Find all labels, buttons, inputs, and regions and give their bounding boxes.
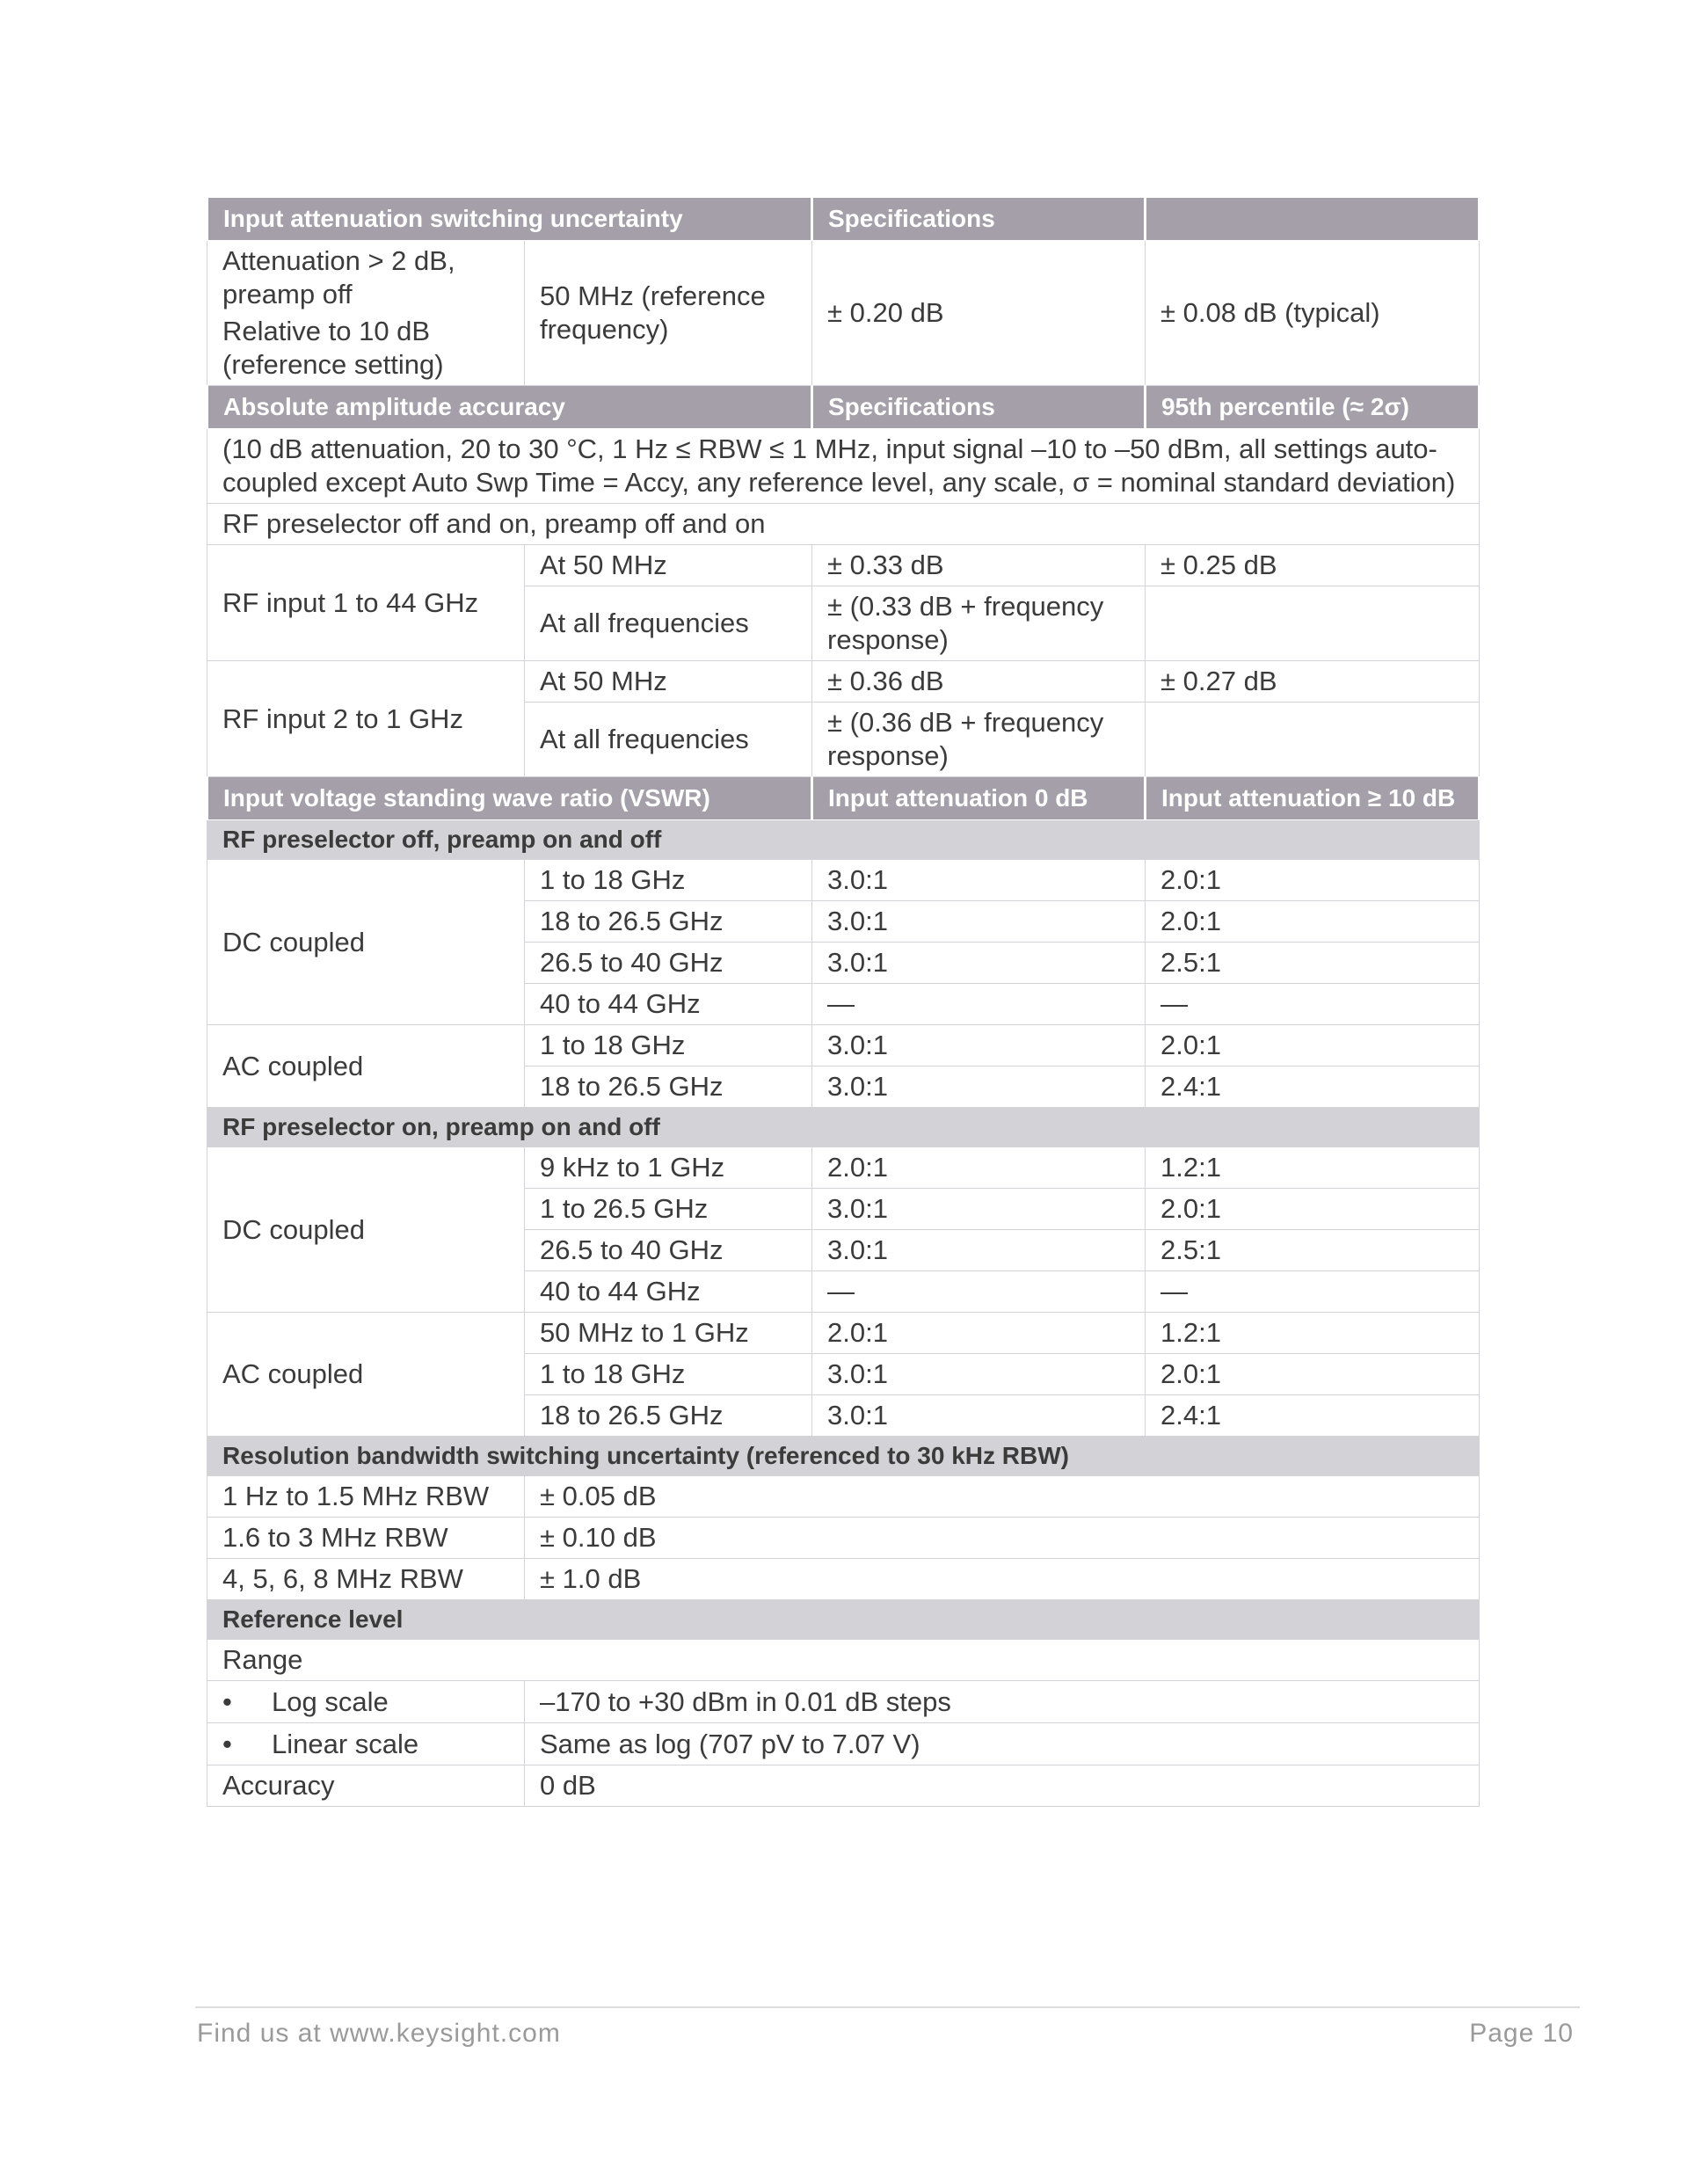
vswr-0db-cell: 3.0:1: [812, 1395, 1146, 1437]
header-title: Absolute amplitude accuracy: [207, 386, 812, 429]
section-header-reference-level: [207, 1600, 1480, 1640]
vswr-10db-cell: 1.2:1: [1146, 1313, 1480, 1354]
spec-table: [206, 197, 1481, 1807]
bullet-icon: •: [222, 1685, 232, 1717]
frequency-cell: 26.5 to 40 GHz: [525, 1230, 812, 1271]
subsection-header: [207, 820, 1480, 860]
table-row: [207, 1723, 1480, 1765]
footer-divider: [195, 2006, 1580, 2008]
vswr-0db-cell: 2.0:1: [812, 1147, 1146, 1189]
rbw-label: 4, 5, 6, 8 MHz RBW: [207, 1559, 525, 1600]
percentile-cell: ± 0.27 dB: [1146, 661, 1480, 703]
table-row: [207, 1518, 1480, 1559]
section-header-vswr: [207, 777, 1480, 820]
frequency-cell: At 50 MHz: [525, 661, 812, 703]
vswr-0db-cell: 3.0:1: [812, 1067, 1146, 1108]
percentile-cell: ± 0.25 dB: [1146, 545, 1480, 586]
vswr-0db-cell: 3.0:1: [812, 1189, 1146, 1230]
table-row: [207, 241, 1480, 386]
spec-cell: ± (0.33 dB + frequency response): [812, 586, 1146, 661]
frequency-cell: At all frequencies: [525, 586, 812, 661]
table-row: [207, 1147, 1480, 1189]
vswr-10db-cell: 2.4:1: [1146, 1067, 1480, 1108]
log-scale-cell: [207, 1681, 525, 1723]
vswr-10db-cell: 2.4:1: [1146, 1395, 1480, 1437]
vswr-10db-cell: 2.5:1: [1146, 943, 1480, 984]
vswr-10db-cell: —: [1146, 984, 1480, 1025]
vswr-10db-cell: 2.0:1: [1146, 901, 1480, 943]
table-row: [207, 504, 1480, 545]
vswr-10db-cell: 2.0:1: [1146, 1025, 1480, 1067]
vswr-0db-cell: —: [812, 1271, 1146, 1313]
table-row: [207, 860, 1480, 901]
rbw-value: ± 0.10 dB: [525, 1518, 1480, 1559]
frequency-cell: 40 to 44 GHz: [525, 984, 812, 1025]
header-col-atten-10: Input attenuation ≥ 10 dB: [1146, 777, 1480, 820]
rbw-value: ± 0.05 dB: [525, 1476, 1480, 1518]
subsection-title: RF preselector on, preamp on and off: [207, 1108, 1480, 1147]
table-row: [207, 429, 1480, 504]
vswr-10db-cell: 2.0:1: [1146, 1354, 1480, 1395]
condition-line-2: Relative to 10 dB (reference setting): [222, 316, 444, 380]
vswr-0db-cell: 2.0:1: [812, 1313, 1146, 1354]
vswr-10db-cell: 1.2:1: [1146, 1147, 1480, 1189]
rbw-value: ± 1.0 dB: [525, 1559, 1480, 1600]
frequency-cell: 18 to 26.5 GHz: [525, 1395, 812, 1437]
accuracy-label: Accuracy: [207, 1765, 525, 1807]
subsection-title: Resolution bandwidth switching uncertainty (referenced to 30 kHz RBW): [207, 1437, 1480, 1476]
subsection-title: Reference level: [207, 1600, 1480, 1640]
table-row: [207, 1681, 1480, 1723]
group-label: RF input 1 to 44 GHz: [207, 545, 525, 661]
group-label: DC coupled: [207, 860, 525, 1025]
section-header-input-attenuation: [207, 198, 1480, 241]
frequency-cell: 1 to 18 GHz: [525, 860, 812, 901]
header-col-empty: [1146, 198, 1480, 241]
linear-scale-label: Linear scale: [272, 1728, 419, 1759]
table-row: [207, 545, 1480, 586]
linear-scale-value: Same as log (707 pV to 7.07 V): [525, 1723, 1480, 1765]
vswr-10db-cell: 2.5:1: [1146, 1230, 1480, 1271]
frequency-cell: 26.5 to 40 GHz: [525, 943, 812, 984]
vswr-0db-cell: 3.0:1: [812, 860, 1146, 901]
vswr-0db-cell: 3.0:1: [812, 1354, 1146, 1395]
spec-cell: ± 0.20 dB: [812, 241, 1146, 386]
table-row: [207, 1640, 1480, 1681]
table-row: [207, 1559, 1480, 1600]
header-title: Input voltage standing wave ratio (VSWR): [207, 777, 812, 820]
frequency-cell: 1 to 18 GHz: [525, 1025, 812, 1067]
percentile-cell: [1146, 586, 1480, 661]
spec-cell: ± 0.36 dB: [812, 661, 1146, 703]
header-col-percentile: 95th percentile (≈ 2σ): [1146, 386, 1480, 429]
linear-scale-cell: [207, 1723, 525, 1765]
table-row: [207, 1476, 1480, 1518]
log-scale-value: –170 to +30 dBm in 0.01 dB steps: [525, 1681, 1480, 1723]
subsection-header: [207, 1108, 1480, 1147]
frequency-cell: At all frequencies: [525, 703, 812, 777]
frequency-cell: 40 to 44 GHz: [525, 1271, 812, 1313]
vswr-0db-cell: 3.0:1: [812, 1230, 1146, 1271]
section-header-absolute-accuracy: [207, 386, 1480, 429]
rbw-label: 1.6 to 3 MHz RBW: [207, 1518, 525, 1559]
spec-cell: ± (0.36 dB + frequency response): [812, 703, 1146, 777]
group-label: AC coupled: [207, 1025, 525, 1108]
accuracy-note: (10 dB attenuation, 20 to 30 °C, 1 Hz ≤ RBW ≤ 1 MHz, input signal –10 to –50 dBm, all settings auto-coupled except Auto Swp Time = Accy, any reference level, any scale, σ = nominal standard deviation): [207, 429, 1480, 504]
vswr-0db-cell: 3.0:1: [812, 901, 1146, 943]
footer-website-link[interactable]: Find us at www.keysight.com: [197, 2019, 561, 2048]
section-header-rbw: [207, 1437, 1480, 1476]
frequency-cell: 9 kHz to 1 GHz: [525, 1147, 812, 1189]
footer-page-number: Page 10: [1469, 2019, 1574, 2048]
vswr-0db-cell: —: [812, 984, 1146, 1025]
vswr-10db-cell: 2.0:1: [1146, 860, 1480, 901]
table-row: [207, 1765, 1480, 1807]
accuracy-value: 0 dB: [525, 1765, 1480, 1807]
frequency-cell: 50 MHz to 1 GHz: [525, 1313, 812, 1354]
spec-cell: ± 0.33 dB: [812, 545, 1146, 586]
header-col-spec: Specifications: [812, 198, 1146, 241]
rbw-label: 1 Hz to 1.5 MHz RBW: [207, 1476, 525, 1518]
table-row: [207, 1025, 1480, 1067]
vswr-10db-cell: 2.0:1: [1146, 1189, 1480, 1230]
condition-cell: [207, 241, 525, 386]
header-title: Input attenuation switching uncertainty: [207, 198, 812, 241]
range-label: Range: [207, 1640, 1480, 1681]
typical-cell: ± 0.08 dB (typical): [1146, 241, 1480, 386]
percentile-cell: [1146, 703, 1480, 777]
bullet-icon: •: [222, 1728, 232, 1759]
frequency-cell: 18 to 26.5 GHz: [525, 901, 812, 943]
group-label: DC coupled: [207, 1147, 525, 1313]
subsection-title: RF preselector off, preamp on and off: [207, 820, 1480, 860]
frequency-cell: 18 to 26.5 GHz: [525, 1067, 812, 1108]
accuracy-condition: RF preselector off and on, preamp off and on: [207, 504, 1480, 545]
vswr-0db-cell: 3.0:1: [812, 943, 1146, 984]
header-col-spec: Specifications: [812, 386, 1146, 429]
vswr-0db-cell: 3.0:1: [812, 1025, 1146, 1067]
vswr-10db-cell: —: [1146, 1271, 1480, 1313]
table-row: [207, 661, 1480, 703]
frequency-cell: At 50 MHz: [525, 545, 812, 586]
frequency-cell: 1 to 18 GHz: [525, 1354, 812, 1395]
condition-line-1: Attenuation > 2 dB, preamp off: [222, 245, 455, 309]
header-col-atten-0: Input attenuation 0 dB: [812, 777, 1146, 820]
group-label: AC coupled: [207, 1313, 525, 1437]
frequency-cell: 1 to 26.5 GHz: [525, 1189, 812, 1230]
frequency-cell: 50 MHz (reference frequency): [525, 241, 812, 386]
table-row: [207, 1313, 1480, 1354]
group-label: RF input 2 to 1 GHz: [207, 661, 525, 777]
log-scale-label: Log scale: [272, 1685, 389, 1717]
